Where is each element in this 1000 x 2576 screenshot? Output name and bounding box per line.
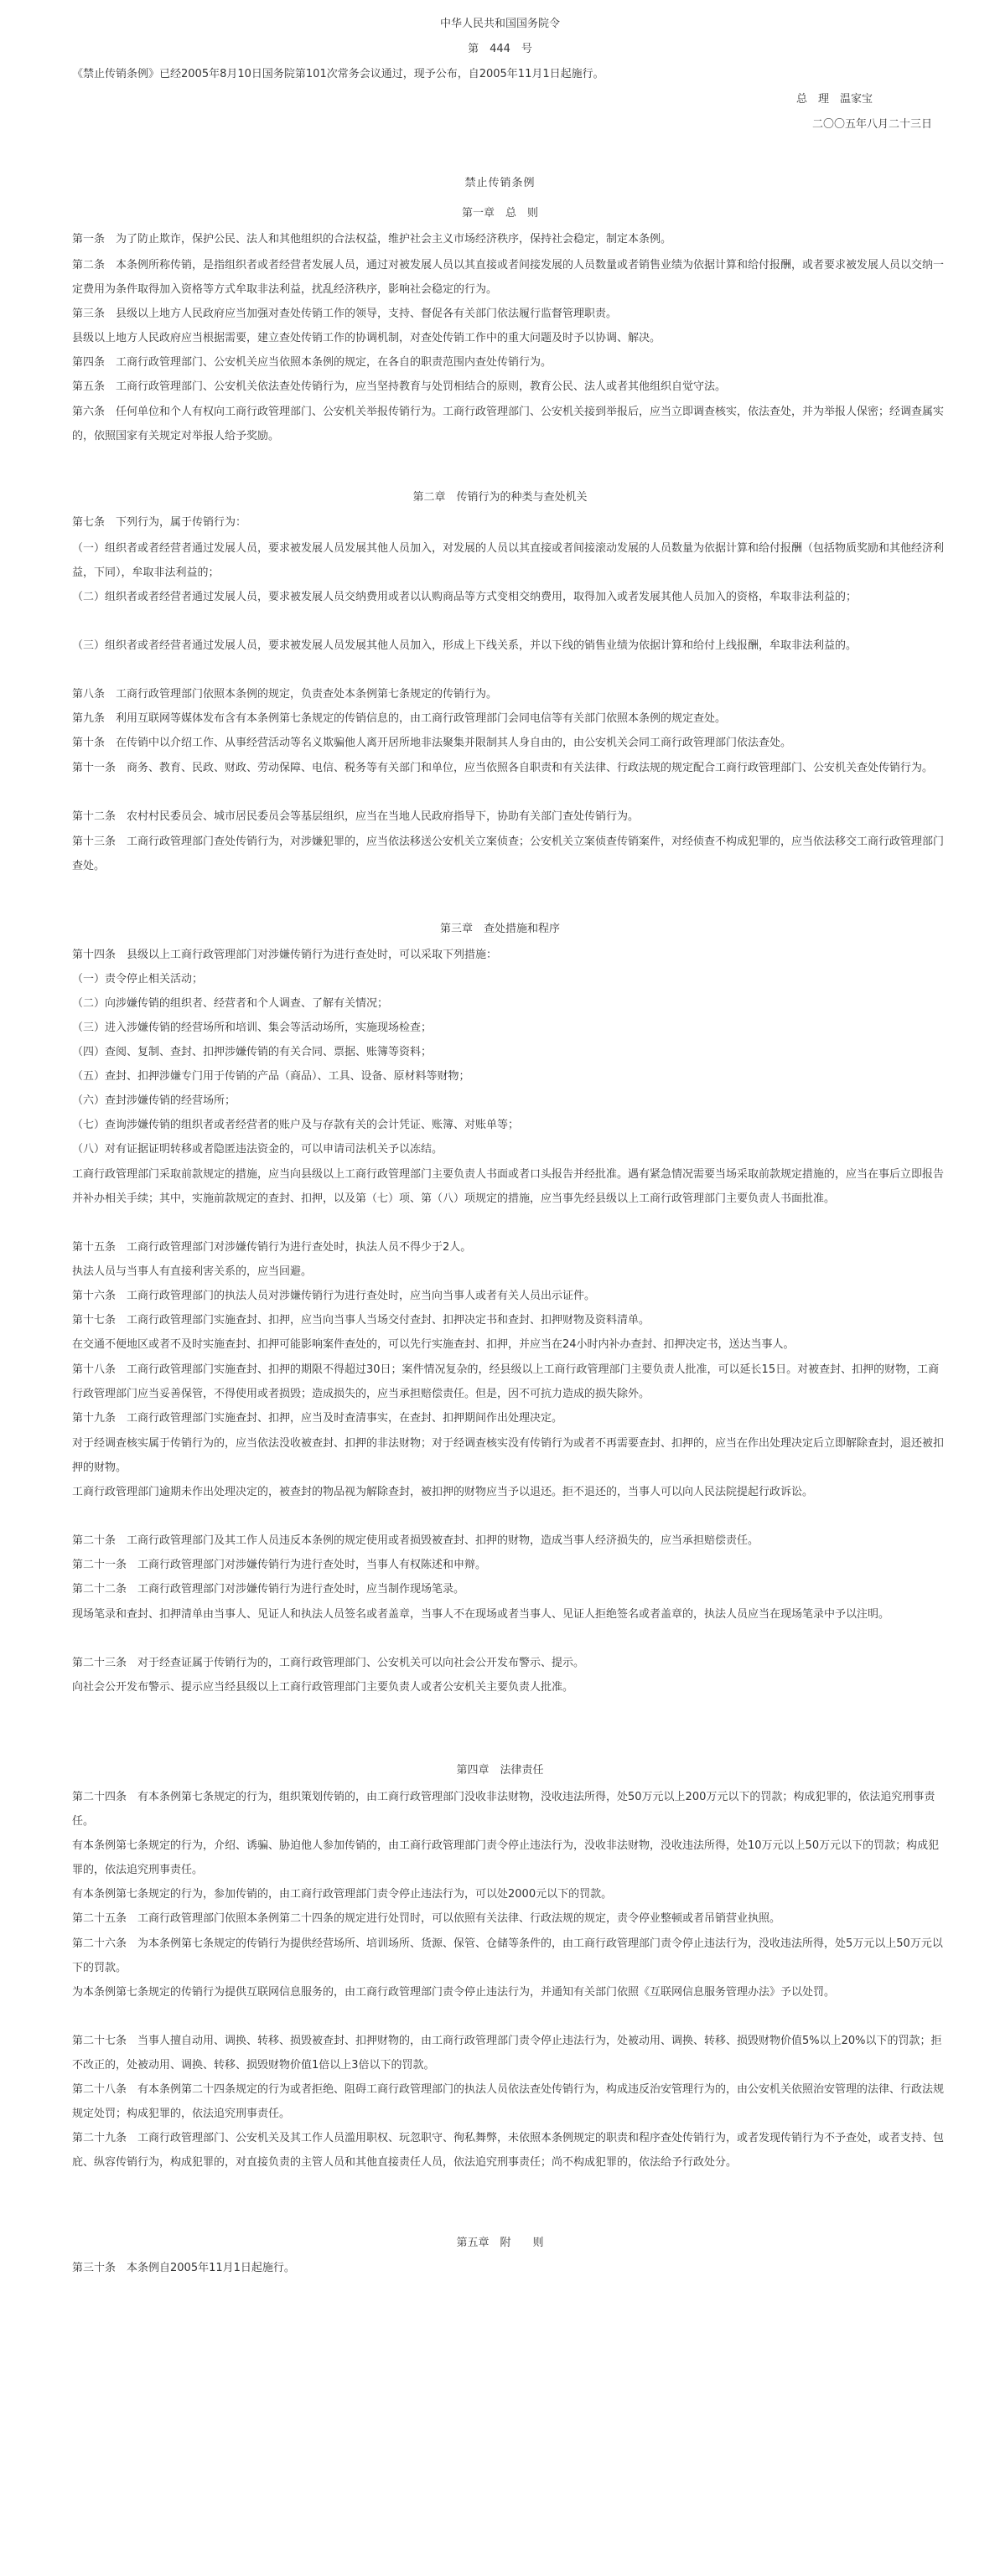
paragraph: 为本条例第七条规定的传销行为提供互联网信息服务的，由工商行政管理部门责令停止违法行为，并通知有关部门依照《互联网信息服务管理办法》予以处罚。 bbox=[72, 1986, 836, 1999]
article: 第二十五条 工商行政管理部门依照本条例第二十四条的规定进行处罚时，可以依照有关法律、行政法规的规定，责令停业整顿或者吊销营业执照。 bbox=[72, 1912, 781, 1925]
article: 第十二条 农村村民委员会、城市居民委员会等基层组织，应当在当地人民政府指导下，协助有关部门查处传销行为。 bbox=[72, 810, 640, 823]
clause: （六）查封涉嫌传销的经营场所； bbox=[72, 1094, 236, 1107]
article: 第三十条 本条例自2005年11月1日起施行。 bbox=[72, 2262, 295, 2274]
clause: （五）查封、扣押涉嫌专门用于传销的产品（商品）、工具、设备、原材料等财物； bbox=[72, 1070, 470, 1083]
article: 第二十一条 工商行政管理部门对涉嫌传销行为进行查处时，当事人有权陈述和申辩。 bbox=[72, 1559, 487, 1571]
paragraph: 有本条例第七条规定的行为，介绍、诱骗、胁迫他人参加传销的，由工商行政管理部门责令停止违法行为，没收非法财物，没收违法所得，处10万元以上50万元以下的罚款；构成犯罪的，依法追究刑事责任。 bbox=[72, 1839, 940, 1876]
paragraph: 对于经调查核实属于传销行为的，应当依法没收被查封、扣押的非法财物；对于经调查核实没有传销行为或者不再需要查封、扣押的，应当在作出处理决定后立即解除查封，退还被扣押的财物。 bbox=[72, 1437, 945, 1474]
clause: （一）组织者或者经营者通过发展人员，要求被发展人员发展其他人员加入，对发展的人员以其直接或者间接滚动发展的人员数量为依据计算和给付报酬（包括物质奖励和其他经济利益，下同），牟取非法利益的； bbox=[72, 542, 945, 579]
article: 第二十三条 对于经查证属于传销行为的，工商行政管理部门、公安机关可以向社会公开发布警示、提示。 bbox=[72, 1657, 585, 1669]
paragraph: 执法人员与当事人有直接利害关系的，应当回避。 bbox=[72, 1265, 313, 1278]
clause: （八）对有证据证明转移或者隐匿违法资金的，可以申请司法机关予以冻结。 bbox=[72, 1143, 443, 1156]
article: 第十一条 商务、教育、民政、财政、劳动保障、电信、税务等有关部门和单位，应当依照各自职责和有关法律、行政法规的规定配合工商行政管理部门、公安机关查处传销行为。 bbox=[72, 762, 934, 774]
article: 第二十七条 当事人擅自动用、调换、转移、损毁被查封、扣押财物的，由工商行政管理部门责令停止违法行为，处被动用、调换、转移、损毁财物价值5%以上20%以下的罚款；拒不改正的，处被动用、调换、转移、损毁财物价值1倍以上3倍以下的罚款。 bbox=[72, 2035, 942, 2072]
article: 第七条 下列行为，属于传销行为： bbox=[72, 516, 247, 529]
paragraph: 现场笔录和查封、扣押清单由当事人、见证人和执法人员签名或者盖章，当事人不在现场或者当事人、见证人拒绝签名或者盖章的，执法人员应当在现场笔录中予以注明。 bbox=[72, 1608, 890, 1621]
paragraph: 工商行政管理部门逾期未作出处理决定的，被查封的物品视为解除查封，被扣押的财物应当予以退还。拒不退还的，当事人可以向人民法院提起行政诉讼。 bbox=[72, 1486, 814, 1498]
article: 第十三条 工商行政管理部门查处传销行为，对涉嫌犯罪的，应当依法移送公安机关立案侦查；公安机关立案侦查传销案件，对经侦查不构成犯罪的，应当依法移交工商行政管理部门查处。 bbox=[72, 835, 945, 872]
article: 第二十九条 工商行政管理部门、公安机关及其工作人员滥用职权、玩忽职守、徇私舞弊，未依照本条例规定的职责和程序查处传销行为，或者发现传销行为不予查处，或者支持、包庇、纵容传销行为，构成犯罪的，对直接负责的主管人员和其他直接责任人员，依法追究刑事责任；尚不构成犯罪的，依法给予行政处分。 bbox=[72, 2132, 945, 2169]
article: 第九条 利用互联网等媒体发布含有本条例第七条规定的传销信息的，由工商行政管理部门会同电信等有关部门依照本条例的规定查处。 bbox=[72, 712, 727, 725]
regulation-title: 禁止传销条例 bbox=[464, 177, 536, 189]
order-number: 第 444 号 bbox=[468, 43, 532, 55]
paragraph: 工商行政管理部门采取前款规定的措施，应当向县级以上工商行政管理部门主要负责人书面或者口头报告并经批准。遇有紧急情况需要当场采取前款规定措施的，应当在事后立即报告并补办相关手续；其中，实施前款规定的查封、扣押，以及第（七）项、第（八）项规定的措施，应当事先经县级以上工商行政管理部门主要负责人书面批准。 bbox=[72, 1168, 945, 1205]
promulgation-text: 《禁止传销条例》已经2005年8月10日国务院第101次常务会议通过，现予公布，自2005年11月1日起施行。 bbox=[72, 68, 604, 80]
article: 第二十六条 为本条例第七条规定的传销行为提供经营场所、培训场所、货源、保管、仓储等条件的，由工商行政管理部门责令停止违法行为，没收违法所得，处5万元以上50万元以下的罚款。 bbox=[72, 1937, 943, 1974]
article: 第一条 为了防止欺诈，保护公民、法人和其他组织的合法权益，维护社会主义市场经济秩序，保持社会稳定，制定本条例。 bbox=[72, 233, 672, 246]
article: 第二十二条 工商行政管理部门对涉嫌传销行为进行查处时，应当制作现场笔录。 bbox=[72, 1583, 465, 1596]
chapter-heading: 第一章 总 则 bbox=[461, 207, 538, 220]
chapter-heading: 第四章 法律责任 bbox=[456, 1764, 544, 1777]
article: 第六条 任何单位和个人有权向工商行政管理部门、公安机关举报传销行为。工商行政管理部门、公安机关接到举报后，应当立即调查核实，依法查处，并为举报人保密；经调查属实的，依照国家有关规定对举报人给予奖励。 bbox=[72, 406, 945, 442]
article: 第四条 工商行政管理部门、公安机关应当依照本条例的规定，在各自的职责范围内查处传销行为。 bbox=[72, 356, 552, 369]
article: 第八条 工商行政管理部门依照本条例的规定，负责查处本条例第七条规定的传销行为。 bbox=[72, 688, 498, 701]
article: 第二十条 工商行政管理部门及其工作人员违反本条例的规定使用或者损毁被查封、扣押的财物，造成当事人经济损失的，应当承担赔偿责任。 bbox=[72, 1534, 759, 1547]
article: 第五条 工商行政管理部门、公安机关依法查处传销行为，应当坚持教育与处罚相结合的原则，教育公民、法人或者其他组织自觉守法。 bbox=[72, 380, 727, 393]
chapter-heading: 第五章 附 则 bbox=[456, 2237, 544, 2249]
clause: （二）向涉嫌传销的组织者、经营者和个人调查、了解有关情况； bbox=[72, 997, 389, 1010]
article: 第十六条 工商行政管理部门的执法人员对涉嫌传销行为进行查处时，应当向当事人或者有关人员出示证件。 bbox=[72, 1290, 596, 1302]
article: 第三条 县级以上地方人民政府应当加强对查处传销工作的领导，支持、督促各有关部门依法履行监督管理职责。 bbox=[72, 308, 618, 320]
article: 第十四条 县级以上工商行政管理部门对涉嫌传销行为进行查处时，可以采取下列措施： bbox=[72, 949, 498, 961]
paragraph: 向社会公开发布警示、提示应当经县级以上工商行政管理部门主要负责人或者公安机关主要负责人批准。 bbox=[72, 1681, 574, 1694]
clause: （四）查阅、复制、查封、扣押涉嫌传销的有关合同、票据、账簿等资料； bbox=[72, 1046, 433, 1058]
issue-date: 二〇〇五年八月二十三日 bbox=[812, 118, 933, 131]
article: 县级以上地方人民政府应当根据需要，建立查处传销工作的协调机制，对查处传销工作中的重大问题及时予以协调、解决。 bbox=[72, 332, 661, 344]
clause: （三）组织者或者经营者通过发展人员，要求被发展人员发展其他人员加入，形成上下线关系，并以下线的销售业绩为依据计算和给付上线报酬，牟取非法利益的。 bbox=[72, 639, 858, 652]
article: 第十条 在传销中以介绍工作、从事经营活动等名义欺骗他人离开居所地非法聚集并限制其人身自由的，由公安机关会同工商行政管理部门依法查处。 bbox=[72, 737, 792, 749]
issuer: 中华人民共和国国务院令 bbox=[439, 18, 560, 30]
chapter-heading: 第三章 查处措施和程序 bbox=[439, 923, 560, 935]
article: 第十八条 工商行政管理部门实施查封、扣押的期限不得超过30日；案件情况复杂的，经县级以上工商行政管理部门主要负责人批准，可以延长15日。对被查封、扣押的财物，工商行政管理部门应当妥善保管，不得使用或者损毁；造成损失的，应当承担赔偿责任。但是，因不可抗力造成的损失除外。 bbox=[72, 1363, 940, 1400]
chapter-heading: 第二章 传销行为的种类与查处机关 bbox=[412, 491, 588, 504]
clause: （一）责令停止相关活动； bbox=[72, 973, 204, 985]
article: 第二条 本条例所称传销，是指组织者或者经营者发展人员，通过对被发展人员以其直接或者间接发展的人员数量或者销售业绩为依据计算和给付报酬，或者要求被发展人员以交纳一定费用为条件取得加入资格等方式牟取非法利益，扰乱经济秩序，影响社会稳定的行为。 bbox=[72, 259, 945, 296]
clause: （二）组织者或者经营者通过发展人员，要求被发展人员交纳费用或者以认购商品等方式变相交纳费用，取得加入或者发展其他人员加入的资格，牟取非法利益的； bbox=[72, 591, 858, 603]
paragraph: 有本条例第七条规定的行为，参加传销的，由工商行政管理部门责令停止违法行为，可以处2000元以下的罚款。 bbox=[72, 1888, 613, 1901]
article: 第十五条 工商行政管理部门对涉嫌传销行为进行查处时，执法人员不得少于2人。 bbox=[72, 1241, 472, 1254]
article: 第十九条 工商行政管理部门实施查封、扣押，应当及时查清事实，在查封、扣押期间作出处理决定。 bbox=[72, 1412, 563, 1425]
paragraph: 在交通不便地区或者不及时实施查封、扣押可能影响案件查处的，可以先行实施查封、扣押，并应当在24小时内补办查封、扣押决定书，送达当事人。 bbox=[72, 1338, 795, 1351]
article: 第十七条 工商行政管理部门实施查封、扣押，应当向当事人当场交付查封、扣押决定书和查封、扣押财物及资料清单。 bbox=[72, 1314, 650, 1327]
signature: 总 理 温家宝 bbox=[796, 93, 873, 106]
article: 第二十八条 有本条例第二十四条规定的行为或者拒绝、阻碍工商行政管理部门的执法人员依法查处传销行为，构成违反治安管理行为的，由公安机关依照治安管理的法律、行政法规规定处罚；构成犯罪的，依法追究刑事责任。 bbox=[72, 2083, 945, 2120]
clause: （三）进入涉嫌传销的经营场所和培训、集会等活动场所，实施现场检查； bbox=[72, 1022, 433, 1034]
article: 第二十四条 有本条例第七条规定的行为，组织策划传销的，由工商行政管理部门没收非法财物，没收违法所得，处50万元以上200万元以下的罚款；构成犯罪的，依法追究刑事责任。 bbox=[72, 1791, 935, 1828]
clause: （七）查询涉嫌传销的组织者或者经营者的账户及与存款有关的会计凭证、账簿、对账单等； bbox=[72, 1119, 520, 1131]
